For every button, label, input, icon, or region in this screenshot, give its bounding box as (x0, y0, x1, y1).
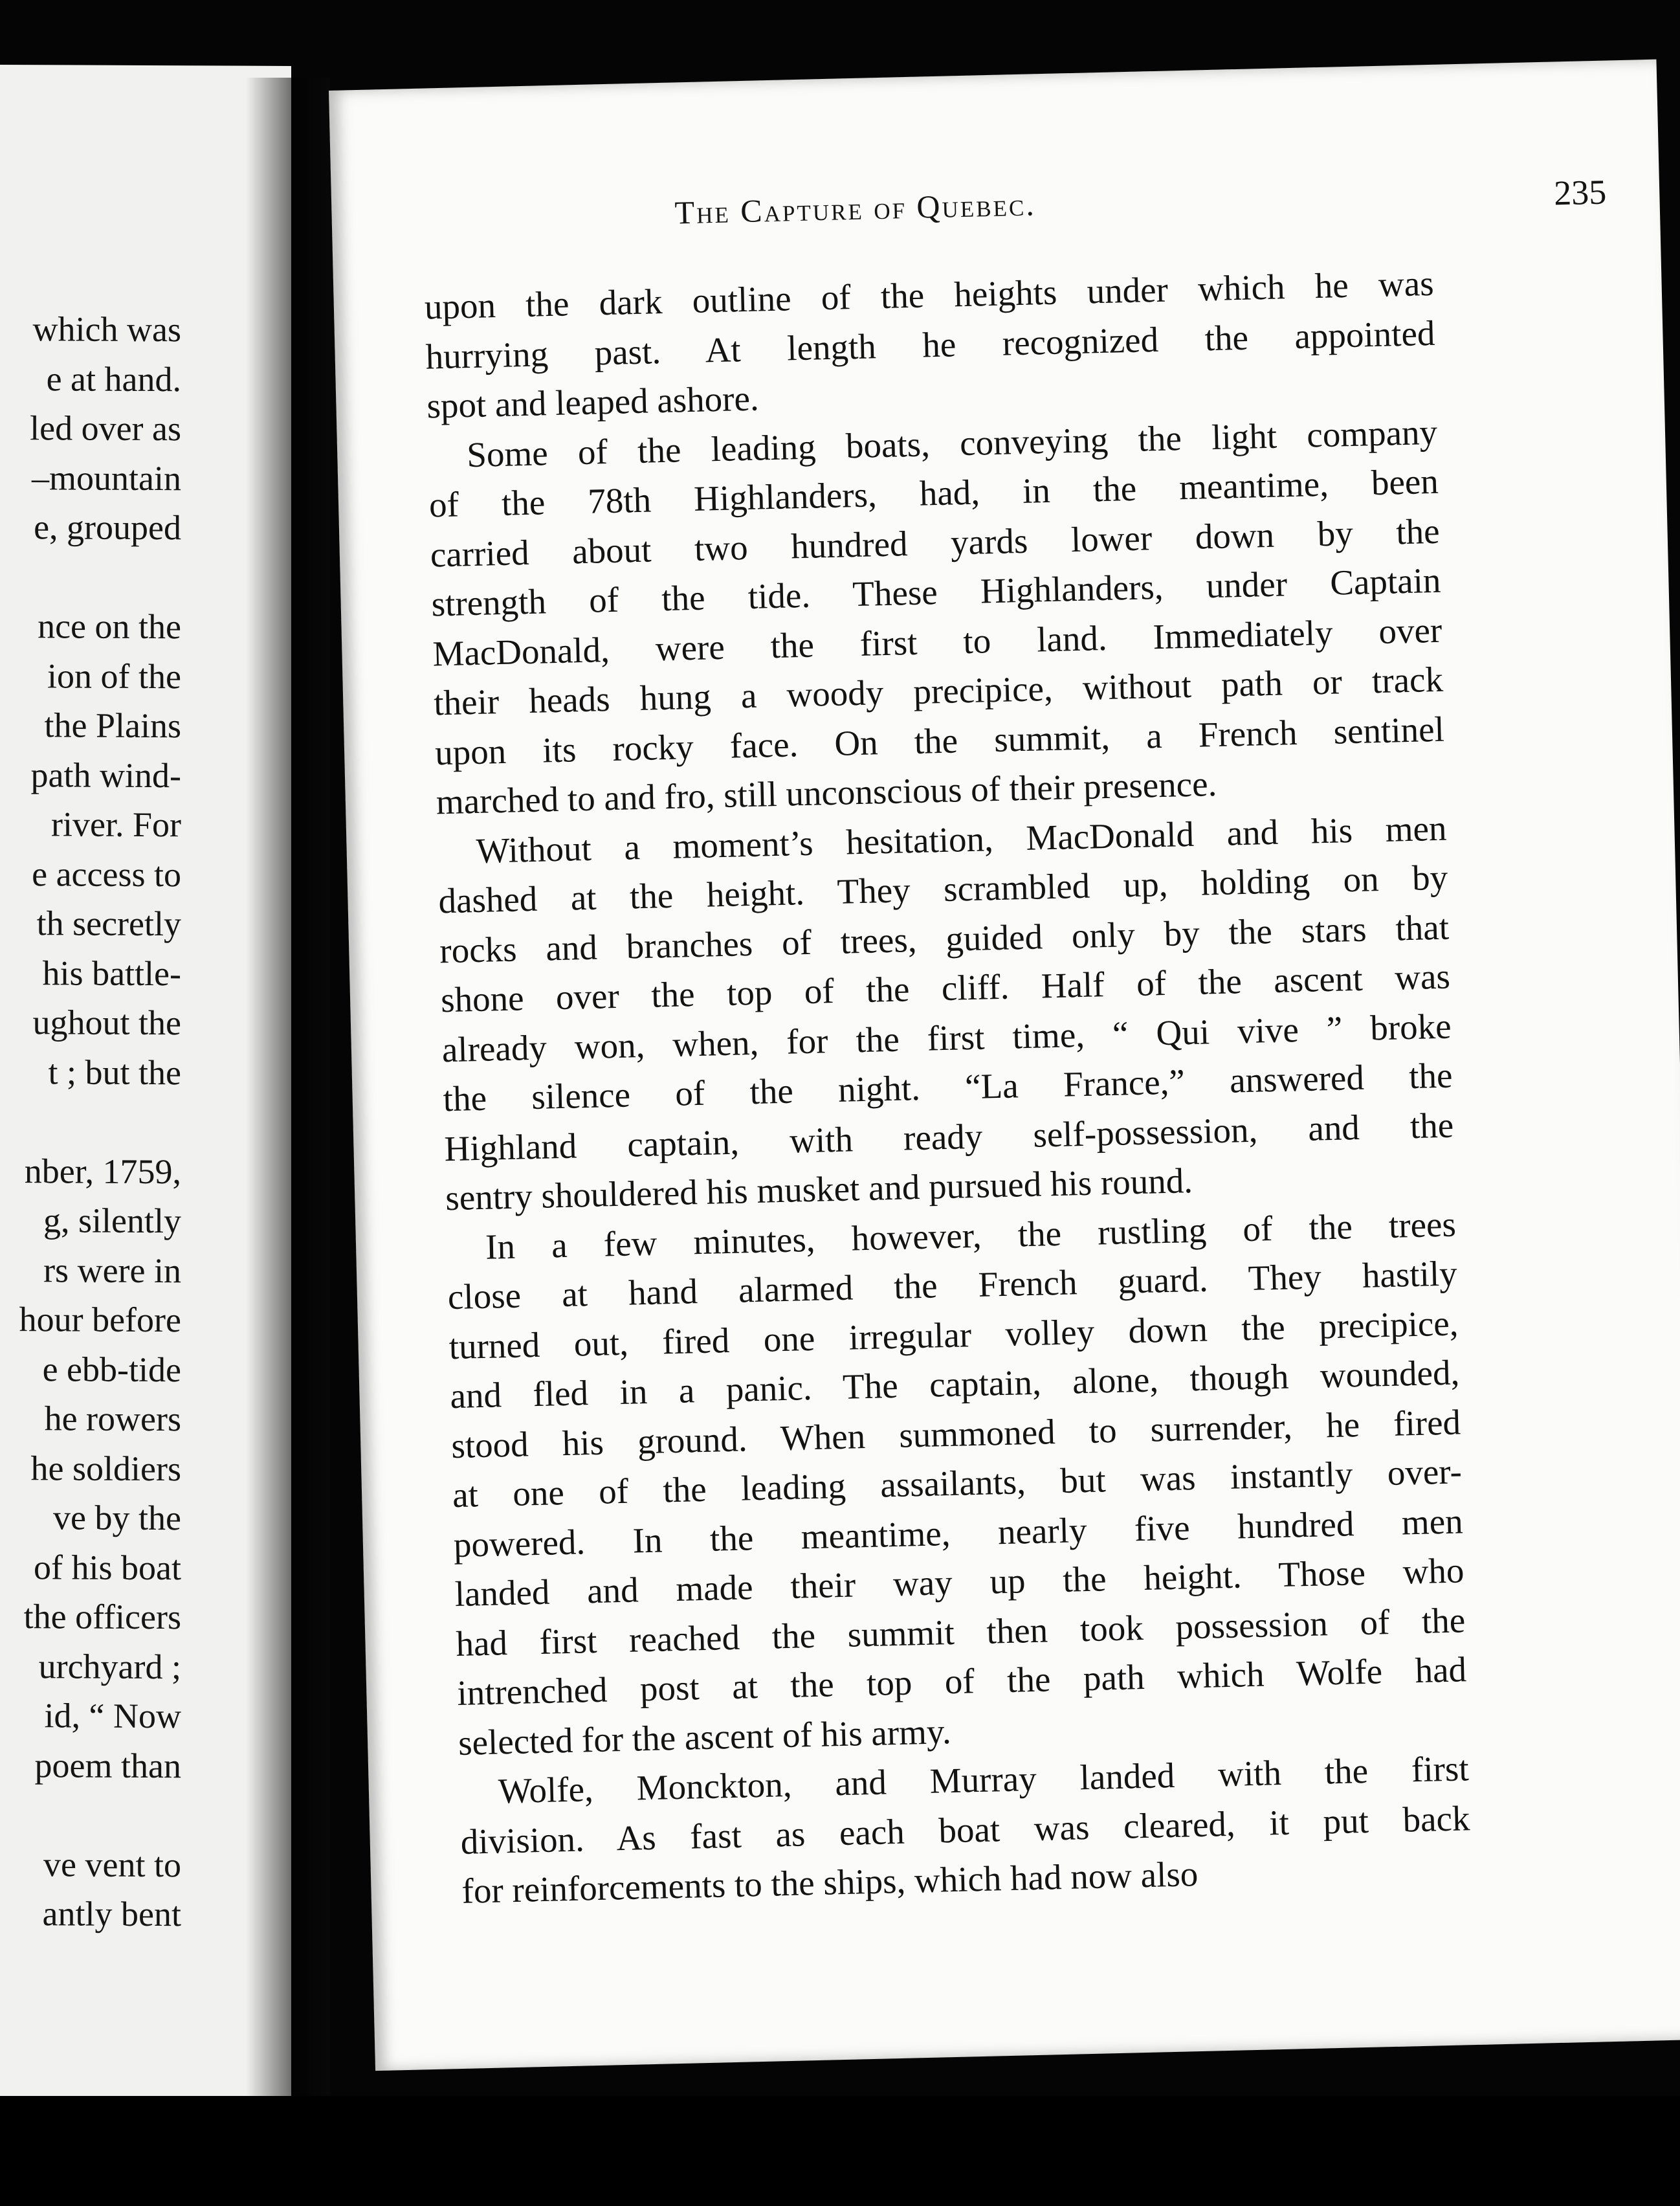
text-line: upon the dark outline of the heights under which he was (424, 263, 1435, 327)
previous-page-line: nce on the (38, 607, 181, 647)
text-line: intrenched post at the top of the path which Wolfe had (456, 1649, 1467, 1713)
previous-page-line (0, 1789, 181, 1840)
text-line: MacDonald, were the first to land. Immediately over (432, 610, 1442, 673)
previous-page-line: ion of the (47, 656, 181, 696)
previous-page-line: path wind- (30, 755, 181, 795)
previous-page-line: id, “ Now (44, 1696, 181, 1736)
text-line: and fled in a panic. The captain, alone, though wounded, (449, 1352, 1460, 1416)
previous-page-line: e, grouped (34, 507, 181, 548)
text-line: the silence of the night. “La France,” answered the (443, 1055, 1453, 1119)
paragraph (424, 259, 1437, 431)
previous-page-line: e ebb-tide (42, 1349, 181, 1389)
text-line: spot and leaped ashore. (426, 378, 760, 426)
text-line: strength of the tide. These Highlanders, under Captain (431, 560, 1442, 624)
text-line: close at hand alarmed the French guard. They hastily (447, 1253, 1458, 1317)
page-header (331, 172, 1626, 254)
text-line: powered. In the meantime, nearly five hundred men (453, 1500, 1464, 1565)
paragraph (446, 1199, 1468, 1768)
previous-page-line: g, silently (43, 1201, 181, 1241)
text-line: had first reached the summit then took possession of the (455, 1599, 1466, 1664)
book-page (329, 60, 1680, 2071)
previous-page-line: –mountain (32, 458, 181, 498)
text-line: sentry shouldered his musket and pursued his round. (445, 1161, 1193, 1218)
text-line: Wolfe, Monckton, and Murray landed with the first (498, 1748, 1470, 1811)
previous-page-line: nber, 1759, (24, 1151, 181, 1191)
text-line: of the 78th Highlanders, had, in the meantime, been (428, 461, 1439, 525)
paragraph (437, 803, 1455, 1223)
text-line: dashed at the height. They scrambled up, holding on by (437, 857, 1448, 921)
previous-page-line: river. For (51, 805, 181, 845)
previous-page-line: e at hand. (46, 359, 181, 399)
paragraph (427, 407, 1446, 827)
gutter-shadow (246, 78, 330, 2104)
previous-page-line: ve by the (53, 1498, 181, 1538)
text-line: carried about two hundred yards lower down by the (430, 511, 1441, 574)
previous-page-line (0, 1096, 181, 1146)
text-line: Highland captain, with ready self-possession, and the (443, 1105, 1454, 1168)
text-line: Without a moment’s hesitation, MacDonald and his men (476, 808, 1448, 871)
text-line: selected for the ascent of his army. (458, 1711, 952, 1763)
body-text (424, 259, 1472, 1917)
previous-page-line: poem than (34, 1745, 181, 1785)
previous-page-line: t ; but the (48, 1052, 181, 1092)
text-line: their heads hung a woody precipice, without path or track (433, 659, 1444, 723)
previous-page-line: he soldiers (30, 1448, 181, 1488)
text-line: already won, when, for the first time, “ Qui vive ” broke (441, 1006, 1452, 1069)
running-title: The Capture of Quebec. (674, 186, 1037, 231)
text-line: upon its rocky face. On the summit, a French sentinel (434, 709, 1445, 772)
previous-page-line: ughout the (32, 1003, 181, 1043)
text-line: marched to and fro, still unconscious of their presence. (436, 763, 1217, 822)
paragraph (459, 1744, 1472, 1916)
previous-page-text (0, 304, 181, 1939)
previous-page-line: the Plains (44, 706, 181, 746)
text-line: In a few minutes, however, the rustling of the trees (485, 1203, 1457, 1267)
previous-page-line: urchyard ; (38, 1646, 181, 1686)
previous-page-line: of his boat (34, 1547, 181, 1587)
previous-page-line: ve vent to (43, 1844, 181, 1884)
text-line: division. As fast as each boat was cleared, it put back (460, 1798, 1471, 1862)
text-line: landed and made their way up the height. Those who (454, 1550, 1465, 1614)
text-line: shone over the top of the cliff. Half of the ascent was (440, 956, 1451, 1020)
previous-page-line: led over as (30, 408, 181, 449)
previous-page-line: th secretly (36, 904, 181, 944)
previous-page-line: his battle- (42, 953, 181, 993)
previous-page-line: the officers (23, 1597, 181, 1637)
previous-page-line (0, 552, 181, 602)
text-line: for reinforcements to the ships, which had now also (461, 1854, 1199, 1911)
previous-page-line: antly bent (42, 1894, 181, 1934)
text-line: hurrying past. At length he recognized the appointed (425, 313, 1436, 377)
text-line: rocks and branches of trees, guided only by the stars that (439, 907, 1450, 970)
previous-page-line: rs were in (43, 1250, 181, 1290)
previous-page-line: which was (32, 309, 181, 350)
text-line: stood his ground. When summoned to surrender, he fired (450, 1401, 1461, 1465)
previous-page-line: hour before (19, 1300, 181, 1340)
scan-bottom-border (0, 2096, 1680, 2206)
text-line: at one of the leading assailants, but was instantly over- (452, 1451, 1463, 1515)
text-line: turned out, fired one irregular volley down the precipice, (448, 1302, 1459, 1366)
previous-page-line: e access to (32, 854, 181, 894)
text-line: Some of the leading boats, conveying the light company (466, 412, 1438, 474)
previous-page-line: he rowers (44, 1399, 181, 1439)
page-number: 235 (1553, 172, 1607, 213)
